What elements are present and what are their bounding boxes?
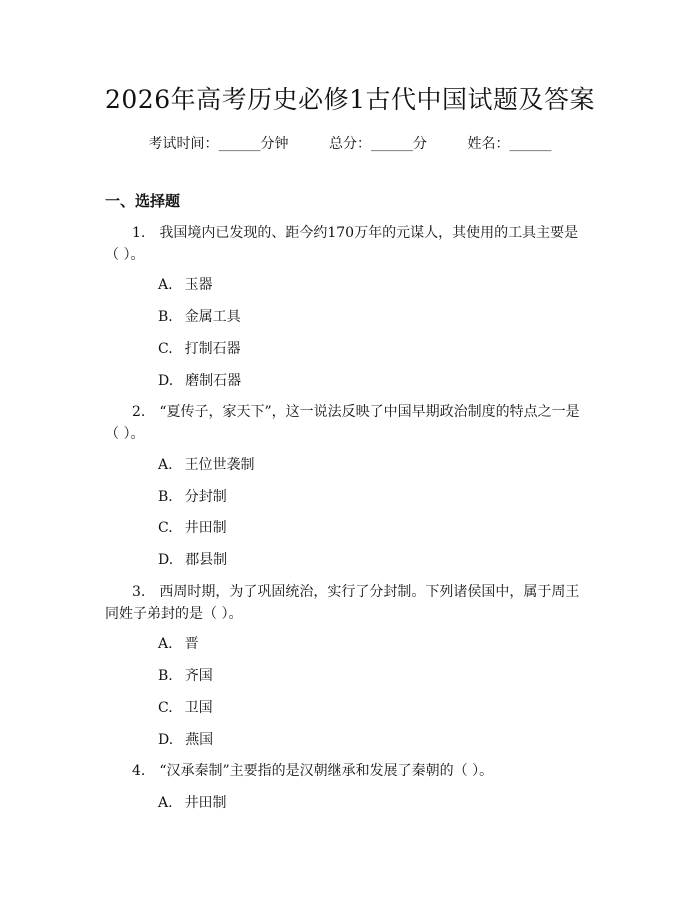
question-text: 西周时期，为了巩固统治，实行了分封制。下列诸侯国中，属于周王同姓子弟封的是（ ）。 — [105, 584, 580, 622]
option-text: 井田制 — [184, 795, 227, 811]
option-label: D. — [158, 552, 174, 568]
option-text: 玉器 — [184, 277, 213, 293]
page-title: 2026年高考历史必修1古代中国试题及答案 — [104, 85, 596, 114]
question-1-option-a — [158, 274, 213, 296]
option-text: 晋 — [184, 636, 199, 652]
question-number: 1. — [132, 225, 146, 241]
question-text: 我国境内已发现的、距今约170万年的元谋人，其使用的工具主要是（ ）。 — [105, 225, 579, 263]
question-number: 3. — [132, 584, 146, 600]
option-text: 金属工具 — [184, 309, 241, 325]
exam-time-label: 考试时间：______分钟 — [148, 136, 289, 152]
question-3-option-c — [158, 697, 213, 719]
question-2-option-a — [158, 454, 255, 476]
option-text: 燕国 — [185, 732, 214, 748]
option-text: 井田制 — [184, 520, 227, 536]
exam-meta — [0, 133, 700, 153]
question-text: “汉承秦制”主要指的是汉朝继承和发展了秦朝的（ ）。 — [159, 763, 494, 779]
question-1-option-c — [158, 338, 241, 360]
question-number: 2. — [132, 404, 146, 420]
option-label: B. — [158, 489, 173, 505]
option-label: A. — [158, 795, 173, 811]
option-text: 打制石器 — [184, 341, 241, 357]
question-1-option-b — [158, 306, 241, 328]
option-label: B. — [158, 309, 173, 325]
option-text: 齐国 — [184, 668, 213, 684]
total-score-label: 总分：______分 — [329, 136, 427, 152]
question-4 — [105, 760, 585, 782]
option-label: A. — [158, 277, 173, 293]
question-2-option-b — [158, 486, 227, 508]
option-text: 卫国 — [184, 700, 213, 716]
option-text: 分封制 — [184, 489, 227, 505]
option-label: C. — [158, 700, 173, 716]
option-text: 磨制石器 — [185, 373, 242, 389]
question-3-option-b — [158, 665, 213, 687]
option-label: D. — [158, 732, 174, 748]
option-text: 王位世袭制 — [184, 457, 255, 473]
question-3-option-d — [158, 729, 213, 751]
question-2 — [105, 401, 585, 445]
section-title: 一、选择题 — [105, 192, 181, 210]
question-2-option-c — [158, 517, 227, 539]
option-label: C. — [158, 520, 173, 536]
option-label: D. — [158, 373, 174, 389]
option-label: A. — [158, 457, 173, 473]
question-1 — [105, 222, 585, 266]
name-label: 姓名：______ — [467, 136, 552, 152]
option-label: B. — [158, 668, 173, 684]
question-3-option-a — [158, 633, 199, 655]
question-text: “夏传子，家天下”，这一说法反映了中国早期政治制度的特点之一是（ ）。 — [105, 404, 580, 442]
option-text: 郡县制 — [185, 552, 228, 568]
question-3 — [105, 581, 585, 625]
question-number: 4. — [132, 763, 146, 779]
question-2-option-d — [158, 549, 227, 571]
option-label: C. — [158, 341, 173, 357]
question-4-option-a — [158, 792, 227, 814]
question-1-option-d — [158, 370, 241, 392]
option-label: A. — [158, 636, 173, 652]
